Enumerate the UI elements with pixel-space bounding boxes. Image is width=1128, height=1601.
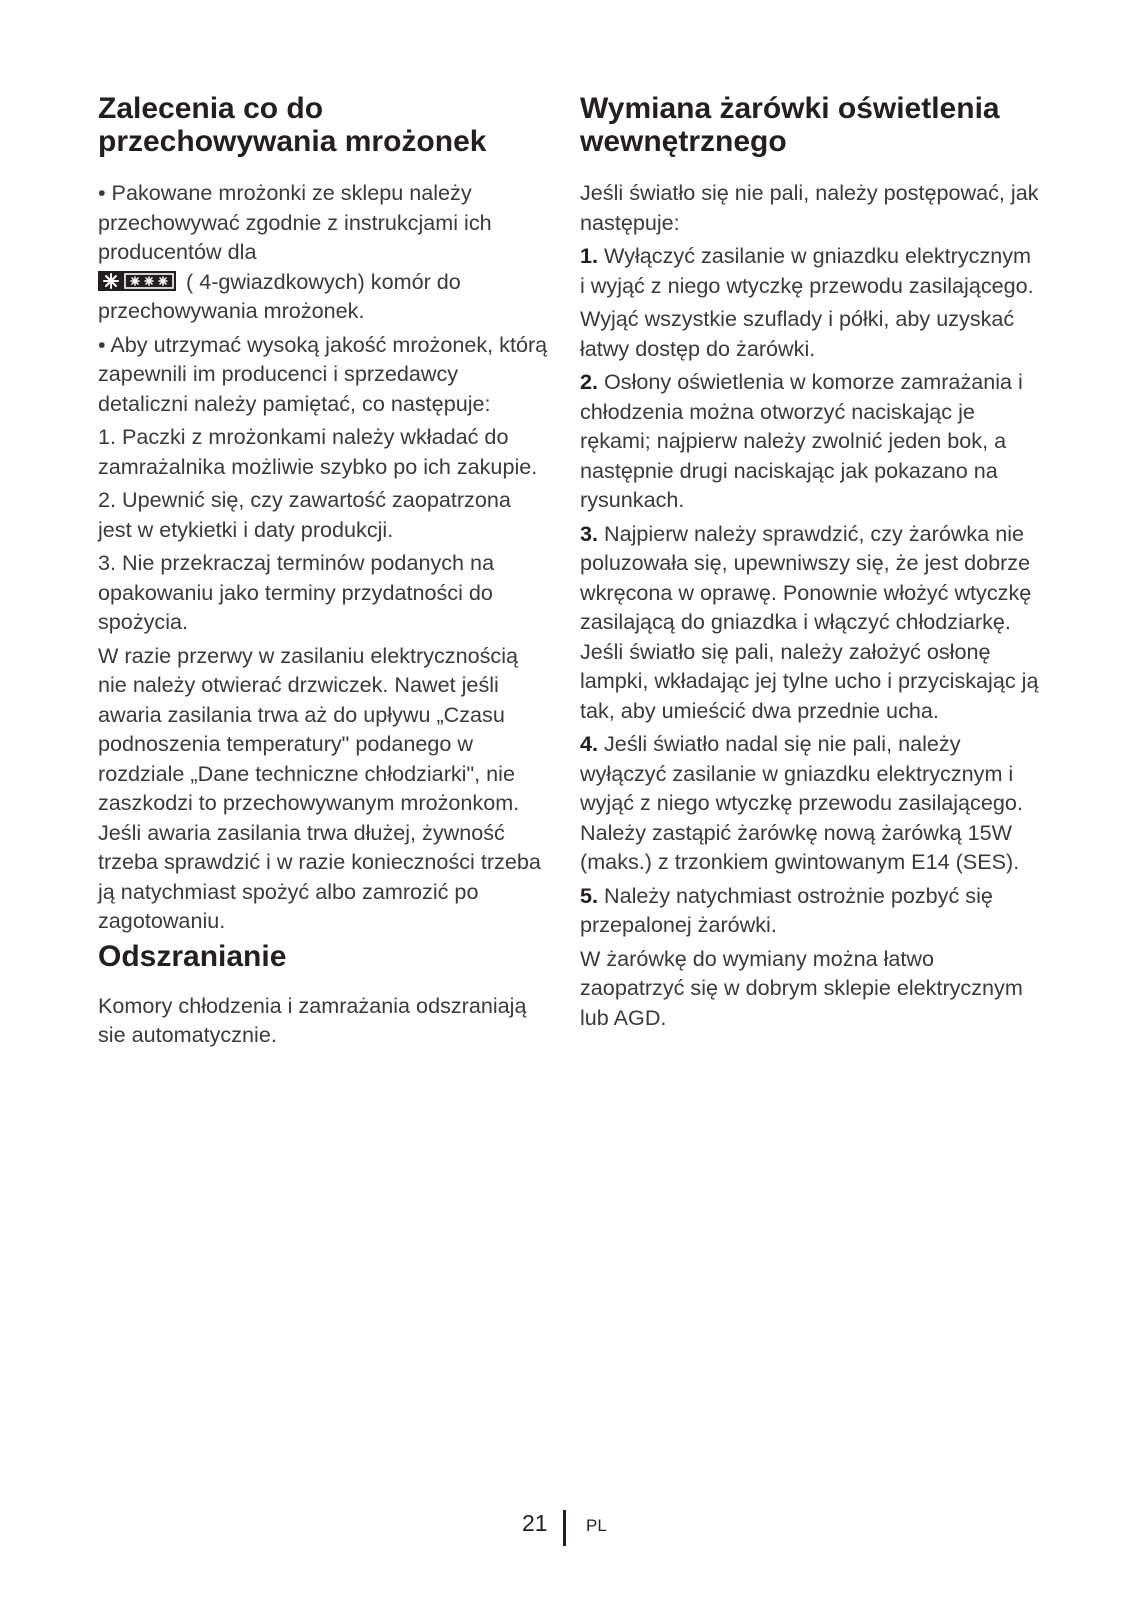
section-title-frozen-food: Zalecenia co do przechowywania mrożonek xyxy=(98,92,487,158)
paragraph-remove-drawers: Wyjąć wszystkie szuflady i półki, aby uzyskać łatwy dostęp do żarówki. xyxy=(580,306,1015,361)
section-title-defrosting: Odszranianie xyxy=(98,939,287,973)
paragraph-defrosting: Komory chłodzenia i zamrażania odszraniają sie automatycznie. xyxy=(98,992,527,1047)
page-number: 21 xyxy=(522,1510,548,1536)
step-4 xyxy=(580,729,1040,877)
paragraph-store-bought-text-2: ( 4-gwiazdkowych) komór do przechowywania mrożonek. xyxy=(98,268,461,323)
section-title-bulb-replacement: Wymiana żarówki oświetlenia wewnętrznego xyxy=(580,92,1000,158)
paragraph-power-failure: W razie przerwy w zasilaniu elektrycznością nie należy otwierać drzwiczek. Nawet jeśli awaria zasilania trwa aż do upływu „Czasu podnoszenia temperatury" podanego w rozdziale „Dane techniczne chłodziarki", nie zaszkodzi to przechowywanym mrożonkom. Jeśli awaria zasilania trwa dłużej, żywność trzeba sprawdzić i w razie konieczności trzeba ją natychmiast spożyć albo zamrozić po zagotowaniu. xyxy=(98,642,541,933)
paragraph-store-bought xyxy=(98,178,550,326)
step-3 xyxy=(580,519,1040,726)
step-text: Najpierw należy sprawdzić, czy żarówka nie poluzowała się, upewniwszy się, że jest dobrze wkręcona w oprawę. Ponownie włożyć wtyczkę zasilającą do gniazdka i włączyć chłodziarkę. Jeśli światło się pali, należy założyć osłonę lampki, wkładając jej tylne ucho i przyciskając ją tak, aby umieścić dwa przednie ucha. xyxy=(580,520,1039,723)
list-item-1: 1. Paczki z mrożonkami należy wkładać do zamrażalnika możliwie szybko po ich zakupie. xyxy=(98,424,538,479)
step-text: Należy natychmiast ostrożnie pozbyć się przepalonej żarówki. xyxy=(580,882,993,937)
step-text: Osłony oświetlenia w komorze zamrażania i chłodzenia można otworzyć naciskając je rękami; najpierw należy zwolnić jeden bok, a następnie drugi naciskając jak pokazano na rysunkach. xyxy=(580,369,1023,512)
right-column xyxy=(580,92,1040,1036)
footer-divider xyxy=(563,1510,566,1546)
left-column xyxy=(98,92,550,1054)
page-footer xyxy=(0,1508,1128,1548)
step-number: 3. xyxy=(580,520,599,546)
step-number: 1. xyxy=(580,243,599,268)
list-item-3: 3. Nie przekraczaj terminów podanych na opakowaniu jako terminy przydatności do spożycia. xyxy=(98,550,495,634)
list-item-2: 2. Upewnić się, czy zawartość zaopatrzona jest w etykietki i daty produkcji. xyxy=(98,487,511,542)
paragraph-intro: Jeśli światło się nie pali, należy postępować, jak następuje: xyxy=(580,180,1039,235)
step-number: 2. xyxy=(580,369,599,394)
step-number: 4. xyxy=(580,731,599,756)
language-code: PL xyxy=(586,1516,607,1535)
paragraph-store-bought-text: • Pakowane mrożonki ze sklepu należy przechowywać zgodnie z instrukcjami ich producentów dla xyxy=(98,180,492,264)
step-text: Jeśli światło nadal się nie pali, należy wyłączyć zasilanie w gniazdku elektrycznym i wyjąć z niego wtyczkę przewodu zasilającego. Należy zastąpić żarówkę nową żarówką 15W (maks.) z trzonkiem gwintowanym E14 (SES). xyxy=(580,731,1023,874)
step-number: 5. xyxy=(580,882,599,908)
paragraph-outro: W żarówkę do wymiany można łatwo zaopatrzyć się w dobrym sklepie elektrycznym lub AGD. xyxy=(580,945,1023,1030)
paragraph-quality: • Aby utrzymać wysoką jakość mrożonek, którą zapewnili im producenci i sprzedawcy detaliczni należy pamiętać, co następuje: xyxy=(98,331,548,416)
step-2 xyxy=(580,367,1040,515)
four-star-freezer-icon xyxy=(98,271,176,291)
step-text: Wyłączyć zasilanie w gniazdku elektrycznym i wyjąć z niego wtyczkę przewodu zasilającego. xyxy=(580,243,1034,298)
step-5 xyxy=(580,881,1040,940)
step-1 xyxy=(580,241,1040,300)
